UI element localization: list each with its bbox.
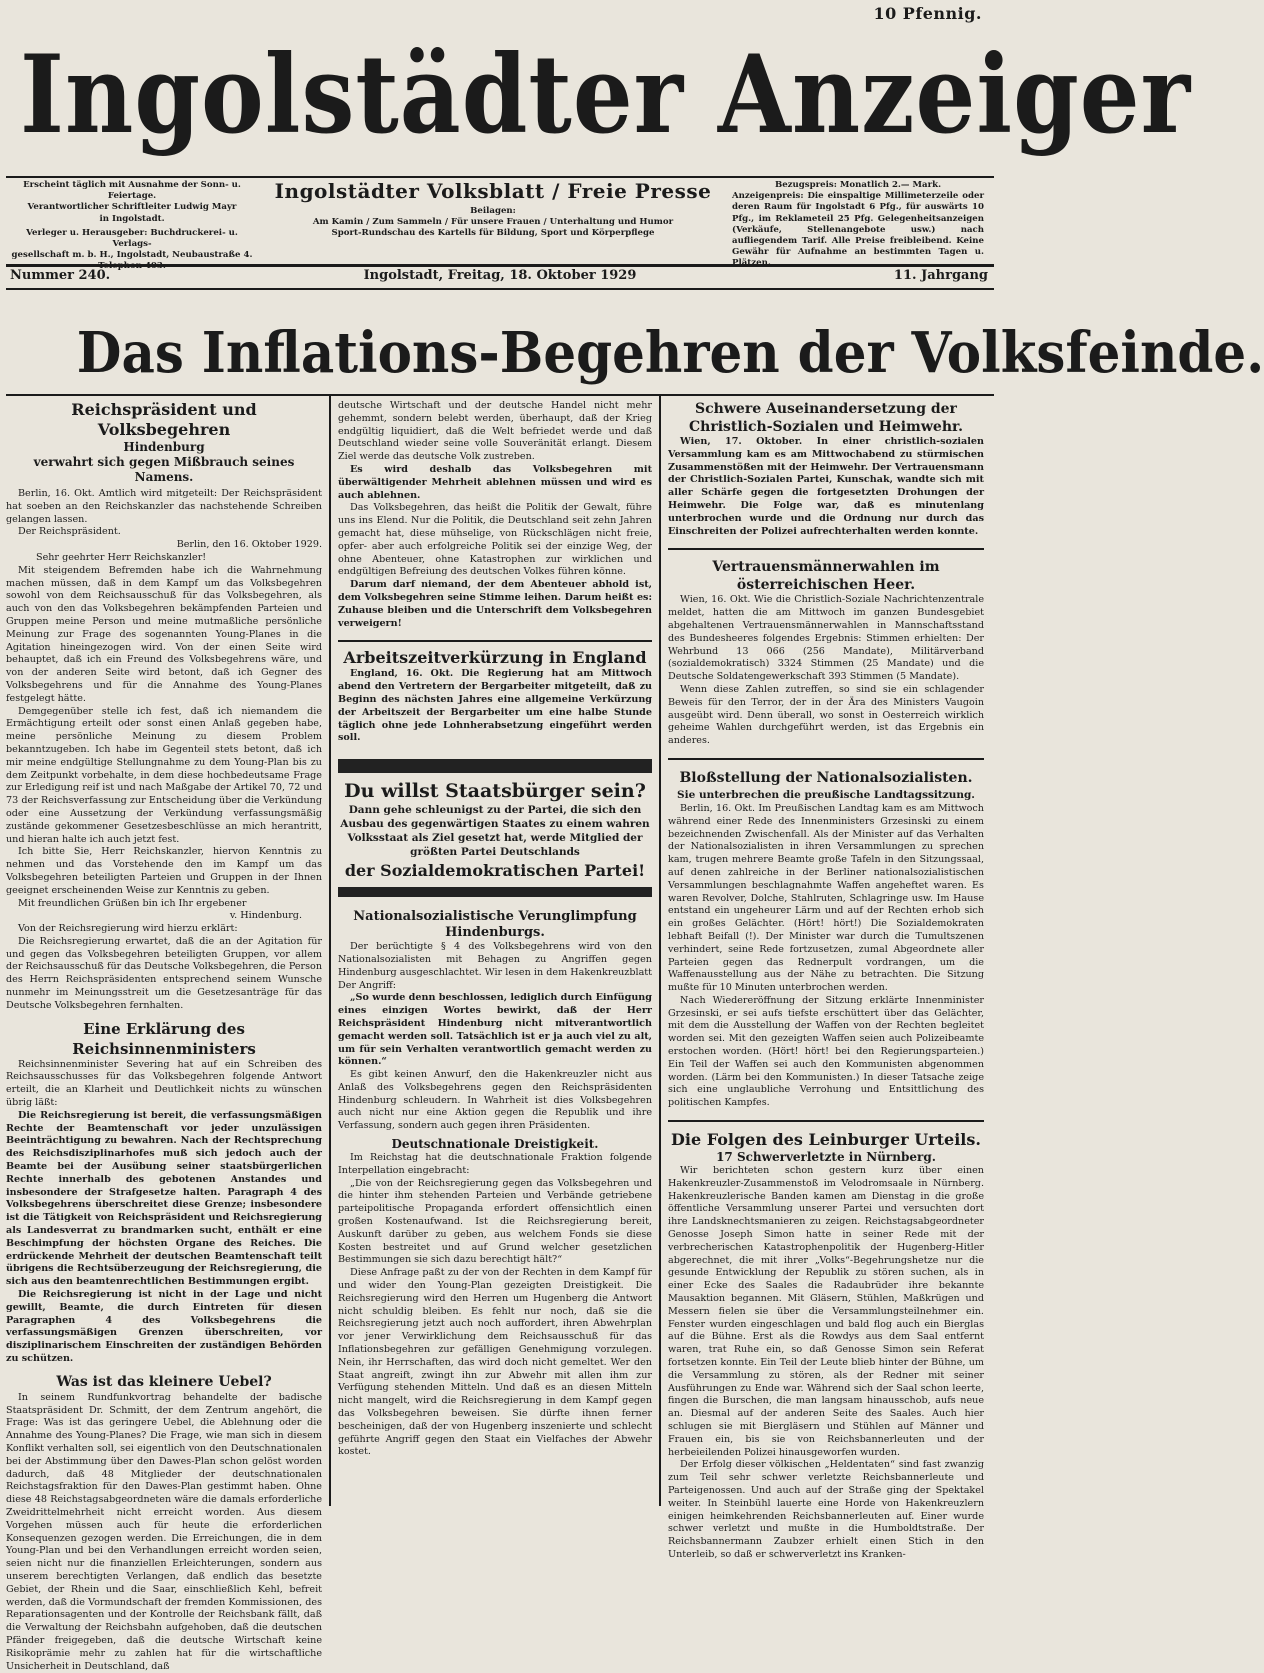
rule: [6, 394, 994, 396]
beilagen-line: Am Kamin / Zum Sammeln / Für unsere Frauen / Unterhaltung und Humor: [312, 217, 674, 228]
letter-salutation: Sehr geehrter Herr Reichskanzler!: [36, 551, 207, 563]
rule: [668, 1120, 984, 1122]
article-heading: Was ist das kleinere Uebel?: [56, 1373, 272, 1390]
paragraph: England, 16. Okt. Die Regierung hat am Mittwoch abend den Vertretern der Bergarbeiter mitgeteilt, daß zu Beginn des nächsten Jahres eine allgemeine Verkürzung der Arbeitszeit der Bergarbeiter um eine halbe Stunde täglich ohne jede Lohnherabsetzung eingeführt werden soll.: [338, 668, 652, 744]
paragraph: Der berüchtigte § 4 des Volksbegehrens wird von den Nationalsozialisten mit Behagen zu Angriffen gegen Hindenburg ausgeschlachtet. Wir lesen in dem Hakenkreuzblatt Der Angriff:: [338, 941, 652, 991]
issue-number: Nummer 240.: [10, 268, 111, 283]
article-body: [6, 1059, 322, 1366]
paragraph: Das Volksbegehren, das heißt die Politik der Gewalt, führe uns ins Elend. Nur die Politik, die Deutschland seit zehn Jahren gemacht hat, diese mühselige, von Rückschlägen nicht freie, opfer- aber auch erfolgreiche Politik sei der einzige Weg, der ohne Abenteuer, ohne Katastrophen zur wirklichen und endgültigen Befreiung des deutschen Volkes führen könne.: [338, 502, 652, 578]
paragraph: Wien, 17. Oktober. In einer christlich-sozialen Versammlung kam es am Mittwochabend zu stürmischen Zusammenstößen mit der Heimwehr. Der Vertrauensmann der Christlich-Sozialen Partei, Kunschak, wandte sich mit aller Schärfe gegen die fortgesetzten Drohungen der Heimwehr. Die Folge war, daß es minutenlang unterbrochen wurde und die Ordnung nur durch das Einschreiten der Polizei aufrechterhalten werden konnte.: [668, 436, 984, 537]
paragraph: Der Erfolg dieser völkischen „Heldentaten“ sind fast zwanzig zum Teil sehr schwer verletzte Reichsbannerleute und Parteigenossen. Und auch auf der Straße ging der Spektakel weiter. In Steinbühl lauerte eine Horde von Hakenkreuzlern einigen heimkehrenden Reichsbannerleuten auf. Einer wurde schwer verletzt und mußte in die Humboldtstraße. Der Reichsbannermann Zaubzer erhielt einen Stich in den Unterleib, so daß er schwerverletzt ins Kranken-: [668, 1459, 984, 1560]
paragraph: Berlin, 16. Okt. Im Preußischen Landtag kam es am Mittwoch während einer Rede des Innenministers Grzesinski zu einem bezeichnenden Zwischenfall. Als der Minister auf das Verhalten der Nationalsozialisten in ihren Versammlungen zu sprechen kam, trugen mehrere Beamte große Tafeln in den Sitzungssaal, auf denen zahlreiche in der Berliner nationalsozialistischen Versammlungen beschlagnahmte Waffen angeheftet waren. Es waren Revolver, Dolche, Stahlruten, Schlagringe usw. Im Hause entstand ein ungeheurer Lärm und auf der Rechten erhob sich ein großes Gelächter. (Hört! hört!) Die Sozialdemokraten lebhaft Beifall (!). Der Minister war durch die Tumultszenen verhindert, seine Rede fortzusetzen, zumal Abgeordnete aller Parteien gegen das Rednerpult vordrangen, um die Waffenausstellung aus der Nähe zu betrachten. Die Sitzung mußte für 10 Minuten unterbrochen werden.: [668, 802, 984, 994]
beilagen-label: Beilagen:: [470, 206, 516, 216]
paragraph: „So wurde denn beschlossen, lediglich durch Einfügung eines einzigen Wortes bewirkt, daß der Herr Reichspräsident Hindenburg nicht mitverantwortlich gemacht werden soll. Tatsächlich ist er ja auch viel zu alt, um für sein Verhalten verantwortlich gemacht werden zu können.“: [338, 992, 652, 1068]
info-line: Erscheint täglich mit Ausnahme der Sonn- u. Feiertage.: [23, 180, 241, 202]
rule: [668, 548, 984, 550]
rule: [6, 288, 994, 290]
ad-bar: [338, 759, 652, 773]
column-1: [6, 400, 322, 1672]
article-heading: Nationalsozialistische Verunglimpfung Hindenburgs.: [353, 909, 637, 941]
article-subheading: Hindenburg: [123, 440, 205, 454]
ad-text: Dann gehe schleunigst zu der Partei, die sich den Ausbau des gegenwärtigen Staates zu einem wahren Volksstaat als Ziel gesetzt hat, werde Mitglied der größten Partei Deutschlands: [340, 804, 650, 859]
paragraph: Reichsinnenminister Severing hat auf ein Schreiben des Reichsausschusses für das Volksbegehren folgende Antwort erteilt, die an Klarheit und Deutlichkeit nichts zu wünschen übrig läßt:: [6, 1058, 322, 1109]
article-body: [668, 594, 984, 748]
paragraph: Es gibt keinen Anwurf, den die Hakenkreuzler nicht aus Anlaß des Volksbegehrens gegen den Reichspräsidenten Hindenburg schleudern. In Wahrheit ist dies Volksbegehren auch nicht nur eine Aktion gegen die Republik und ihre Verfassung, sondern auch gegen ihren Präsidenten.: [338, 1069, 652, 1132]
info-line: in Ingolstadt.: [99, 213, 165, 224]
info-line: Anzeigenpreis: Die einspaltige Millimeterzeile oder deren Raum für Ingolstadt 6 Pfg., für auswärts 10 Pfg., im Reklameteil 25 Pfg. Gelegenheitsanzeigen (Verkäufe, Stellenangebote usw.) nach aufliegendem Tarif. Alle Preise freibleibend. Keine Gewähr für Aufnahme an bestimmten Tagen u.: [732, 191, 984, 258]
paragraph: In seinem Rundfunkvortrag behandelte der badische Staatspräsident Dr. Schmitt, der dem Zentrum angehört, die Frage: Was ist das geringere Uebel, die Ablehnung oder die Annahme des Young-Planes? Die Frage, wie man sich in diesem Konflikt verhalten soll, sei eigentlich von den Deutschnationalen bei der Abstimmung über den Dawes-Plan schon gelöst worden dadurch, daß 48 Mitglieder der deutschnationalen Reichstagsfraktion für den Dawes-Plan gestimmt haben. Ohne diese 48 Reichstagsabgeordneten wäre die damals erforderliche Zweidrittelmehrheit nicht erreicht worden. Aus diesem Vorgehen müssen auch für heute die erforderlichen Konsequenzen gezogen werden. Die Erreichungen, die in dem Young-Plan und bei den Verhandlungen erreicht worden seien, seien nicht nur die finanziellen Erleichterungen, sondern aus unserem berechtigten Verlangen, daß endlich das besetzte Gebiet, der Rhein und die Saar, einschließlich Kehl, befreit werden, daß die Vormundschaft der fremden Kommissionen, des Reparationsagenten und der Kontrolle der Reichsbank fällt, daß die Verwaltung der Reichsbahn aufgehoben, daß die deutschen Pfänder freigegeben, daß die deutsche Wirtschaft keine Risikoprämie mehr zu zahlen hat für die wirtschaftliche Unsicherheit in Deutschland, daß: [6, 1391, 322, 1672]
paragraph: Nach Wiedereröffnung der Sitzung erklärte Innenminister Grzesinski, er sei aufs tiefste erschüttert über das Gelächter, mit dem die Ausstellung der Waffen von der Rechten begleitet worden sei. Mit den gezeigten Waffen seien auch Polizeibeamte erstochen worden. (Hört! hört! bei den Regierungsparteien.) Ein Teil der Waffen sei auch den Kommunisten abgenommen worden. (Lärm bei den Kommunisten.) In dieser Tatsache zeige sich eine unglaubliche Verrohung und Entsittlichung des politischen Kampfes.: [668, 994, 984, 1109]
rule: [6, 264, 994, 267]
info-line: Bezugspreis: Monatlich 2.— Mark.: [774, 180, 942, 190]
article-body: [338, 668, 652, 745]
paragraph: deutsche Wirtschaft und der deutsche Handel nicht mehr gehemmt, sondern belebt werden, überhaupt, daß der Krieg endgültig liquidiert, daß die Welt befriedet werde und daß Deutschland wieder seine volle Souveränität erlangt. Diesem Ziel werde das deutsche Volk zustreben.: [338, 400, 652, 463]
column-rule: [329, 396, 331, 1506]
paragraph: Mit steigendem Befremden habe ich die Wahrnehmung machen müssen, daß in dem Kampf um das Volksbegehren sowohl von dem Reichsausschuß für das Volksbegehren, als auch von den das Volksbegehren bekämpfenden Parteien und Gruppen meine Person und meine mutmaßliche persönliche Meinung zur Frage des sogenannten Young-Planes in die Agitation hineingezogen wird. Von der einen Seite wird behauptet, daß ich ein Freund des Volksbegehrens wäre, und von der anderen Seite wird betont, daß ich Gegner des Volksbegehrens und für die Annahme des Young-Planes festgelegt hätte.: [6, 564, 322, 704]
article-body: [6, 488, 322, 1013]
article-heading: Vertrauensmännerwahlen im österreichischen Heer.: [712, 559, 940, 594]
article-body: [338, 400, 652, 630]
article-heading: Eine Erklärung des Reichsinnenministers: [72, 1019, 256, 1058]
paragraph: Demgegenüber stelle ich fest, daß ich niemandem die Ermächtigung erteilt oder sonst einen Anlaß gegeben habe, meine persönliche Meinung zu diesem Problem bekanntzugeben. Ich habe im Gegenteil stets betont, daß ich mir meine endgültige Stellungnahme zu dem Young-Plan bis zu dem Zeitpunkt vorbehalte, in dem diese hochbedeutsame Frage zur Erledigung reif ist und nach Maßgabe der Artikel 70, 72 und 73 der Reichsverfassung zur Entscheidung über die Verkündung oder eine Aussetzung der Verkündung verfassungsmäßig zustände gekommener Gesetzesbeschlüsse an mich herantritt, und hieran halte ich auch jetzt fest.: [6, 705, 322, 845]
column-rule: [659, 396, 661, 1506]
price-info: [732, 180, 984, 270]
beilagen-line: Sport-Rundschau des Kartells für Bildung, Sport und Körperpflege: [331, 228, 655, 239]
ad-bar: [338, 887, 652, 897]
issue-dateline: Ingolstadt, Freitag, 18. Oktober 1929: [363, 268, 637, 283]
rule: [338, 640, 652, 642]
article-heading: Die Folgen des Leinburger Urteils.: [671, 1130, 981, 1150]
price: 10 Pfennig.: [873, 4, 982, 23]
paragraph: Ich bitte Sie, Herr Reichskanzler, hiervon Kenntnis zu nehmen und das Vorstehende den im Kampf um das Volksbegehren beteiligten Parteien und Gruppen in der Ihnen geeignet erscheinenden Weise zur Kenntnis zu geben.: [6, 846, 322, 896]
paragraph: Wenn diese Zahlen zutreffen, so sind sie ein schlagender Beweis für den Terror, der in der Ära des Ministers Vaugoin ausgeübt wird. Denn überall, wo sonst in Oesterreich wirklich geheime Wahlen durchgeführt werden, ist das Ergebnis ein anderes.: [668, 683, 984, 747]
issue-year: 11. Jahrgang: [893, 268, 988, 283]
paragraph: „Die von der Reichsregierung gegen das Volksbegehren und die hinter ihm stehenden Parteien und Verbände getriebene parteipolitische Propaganda erfordert offensichtlich einen großen Kostenaufwand. Ist die Reichsregierung bereit, Auskunft darüber zu geben, aus welchem Fonds sie diese Kosten bestreitet und auf Grund welcher gesetzlichen Bestimmungen sie sich dazu berechtigt hält?“: [338, 1177, 652, 1266]
paragraph: Der Reichspräsident.: [18, 526, 121, 538]
article-body: [668, 1165, 984, 1562]
article-heading: Arbeitszeitverkürzung in England: [343, 648, 647, 668]
article-heading: Bloßstellung der Nationalsozialisten.: [679, 769, 973, 786]
subtitle-block: [268, 176, 718, 240]
signature: v. Hindenburg.: [229, 910, 302, 922]
article-subheading: Sie unterbrechen die preußische Landtagssitzung.: [677, 788, 975, 801]
article-subheading: verwahrt sich gegen Mißbrauch seines Namens.: [33, 455, 295, 484]
paragraph: Im Reichstag hat die deutschnationale Fraktion folgende Interpellation eingebracht:: [338, 1152, 652, 1176]
ad-heading: Du willst Staatsbürger sein?: [344, 780, 646, 803]
paragraph: Die Reichsregierung ist bereit, die verfassungsmäßigen Rechte der Beamtenschaft vor jeder unzulässigen Beeinträchtigung zu bewahren. Nach der Rechtsprechung des Reichsdisziplinarhofes muß sich jedoch auch der Beamte bei der Ausübung seiner staatsbürgerlichen Rechte innerhalb des gebotenen Anstandes und insbesondere der Strafgesetze halten. Paragraph 4 des Volksbegehrens überschreitet diese Grenze; insbesondere ist die Tätigkeit von Reichspräsident und Reichsregierung als Landesverrat zu brandmarken sucht, enthält er eine Beschimpfung der höchsten Organe des Reiches. Die erdrückende Mehrheit der deutschen Beamtenschaft teilt übrigens die Rechtsüberzeugung der Reichsregierung, die sich aus den beamtenrechtlichen Bestimmungen ergibt.: [6, 1109, 322, 1288]
masthead: Ingolstädter Anzeiger: [20, 31, 1192, 159]
article-heading: Reichspräsident und Volksbegehren: [71, 400, 257, 439]
article-subheading: 17 Schwerverletzte in Nürnberg.: [716, 1150, 936, 1165]
paragraph: Mit freundlichen Grüßen bin ich Ihr ergebener: [18, 897, 247, 909]
column-3: [668, 400, 984, 1560]
paragraph: Darum darf niemand, der dem Abenteuer abhold ist, dem Volksbegehren seine Stimme leihen. Darum heißt es: Zuhause bleiben und die Unterschrift dem Volksbegehren verweigern!: [338, 579, 652, 629]
rule: [668, 758, 984, 760]
article-body: [668, 803, 984, 1110]
paragraph: Es wird deshalb das Volksbegehren mit überwältigender Mehrheit ablehnen müssen und wird es auch ablehnen.: [338, 463, 652, 501]
article-body: [6, 1392, 322, 1673]
paragraph: Wien, 16. Okt. Wie die Christlich-Soziale Nachrichtenzentrale meldet, hatten die am Mittwoch im ganzen Bundesgebiet abgehaltenen Vertrauensmännerwahlen in Mannschaftsstand des Bundesheeres folgendes Ergebnis: Stimmen erhielten: Der Wehrbund 13 066 (256 Mandate), Militärverband (sozialdemokratisch) 3324 Stimmen (25 Mandate) und die Deutsche Soldatengewerkschaft 393 Stimmen (5 Mandate).: [668, 594, 984, 683]
main-headline: Das Inflations-Begehren der Volksfeinde.: [76, 320, 1264, 386]
paragraph: Wir berichteten schon gestern kurz über einen Hakenkreuzler-Zusammenstoß im Velodromsaale in Nürnberg. Hakenkreuzlerische Banden kamen am Dienstag in die große öffentliche Versammlung unserer Partei und versuchten dort ihre Landsknechtsmanieren zu zeigen. Reichstagsabgeordneter Genosse Joseph Simon hatte in seiner Rede mit der verbrecherischen Katastrophenpolitik der Hugenberg-Hitler abgerechnet, die mit ihrer „Volks“-Begehrungshetze nur die gesunde Entwicklung der Republik zu stören suchen, als in einer Ecke des Saales die Radaubrüder ihre bekannte Mausaktion begannen. Mit Gläsern, Stühlen, Maßkrügen und Messern fielen sie über die Versammlungsteilnehmer ein. Fenster wurden eingeschlagen und bald flog auch ein Bierglas auf die Bühne. Erst als die Rowdys aus dem Saal entfernt waren, trat Ruhe ein, so daß Genosse Simon sein Referat fortsetzen konnte. Ein Teil der Leute blieb hinter der Bühne, um die Versammlung zu stören, als der Redner mit seiner Ausführungen zu Ende war. Während sich der Saal schon leerte, fingen die Burschen, die man langsam hinausschob, aufs neue an. Diesmal auf der anderen Seite des Saales. Auch hier schlugen sie mit Biergläsern und Stühlen auf Männer und Frauen ein, bis sie von Reichsbannerleuten und der herbeieilenden Polizei hinausgeworfen wurden.: [668, 1165, 984, 1458]
info-line: Verantwortlicher Schriftleiter Ludwig Mayr: [27, 202, 237, 213]
paragraph: Berlin, 16. Okt. Amtlich wird mitgeteilt: Der Reichspräsident hat soeben an den Reichskanzler das nachstehende Schreiben gelangen lassen.: [6, 488, 322, 525]
info-line: gesellschaft m. b. H., Ingolstadt, Neubaustraße 4.: [11, 250, 253, 261]
article-heading: Deutschnationale Dreistigkeit.: [391, 1137, 599, 1152]
article-body: [338, 941, 652, 1133]
paragraph: Die Reichsregierung erwartet, daß die an der Agitation für und gegen das Volksbegehren beteiligten Gruppen, vor allem der Reichsausschuß für das Deutsche Volksbegehren, die Person des Herrn Reichspräsidenten entsprechend seinem Wunsche nunmehr im Meinungsstreit um die Gesetzesanträge für das Deutsche Volksbegehren fernhalten.: [6, 935, 322, 1011]
article-body: [668, 436, 984, 538]
ad-party: der Sozialdemokratischen Partei!: [344, 861, 646, 881]
article-heading: Schwere Auseinandersetzung der Christlich-Sozialen und Heimwehr.: [689, 401, 963, 435]
column-2: [338, 400, 652, 1506]
paragraph: Von der Reichsregierung wird hierzu erklärt:: [18, 923, 238, 935]
letter-date: Berlin, den 16. Oktober 1929.: [176, 539, 322, 551]
paragraph: Die Reichsregierung ist nicht in der Lage und nicht gewillt, Beamte, die durch Eintreten für diesen Paragraphen 4 des Volksbegehrens die verfassungsmäßigen Grenzen überschreiten, vor disziplinarischem Einschreiten der zuständigen Behörden zu schützen.: [6, 1289, 322, 1364]
paragraph: Diese Anfrage paßt zu der von der Rechten in dem Kampf für und wider den Young-Plan gezeigten Dreistigkeit. Die Reichsregierung wird den Herren um Hugenberg die Antwort nicht schuldig bleiben. Es fehlt nur noch, daß sie die Reichsregierung jetzt auch noch auffordert, ihren Abwehrplan vor jener Verwirklichung dem Reichsausschuß für das Inflationsbegehren zur gefälligen Genehmigung vorzulegen. Nein, ihr Herrschaften, das wird doch nicht gemeltet. Wer den Staat angreift, zwingt ihn zur Abwehr mit allen ihm zur Verfügung stehenden Mitteln. Und daß es an diesen Mitteln nicht mangelt, wird die Reichsregierung in dem Kampf gegen das Volksbegehren beweisen. Sie dürfte ihnen ferner bescheinigen, daß der von Hugenberg inszenierte und schlecht geführte Angriff gegen den Staat ein Vielfaches der Abwehr kostet.: [338, 1267, 652, 1458]
publisher-info: [6, 180, 258, 273]
article-body: [338, 1152, 652, 1459]
info-line: Verleger u. Herausgeber: Buchdruckerei- u. Verlags-: [26, 227, 238, 250]
subtitle: Ingolstädter Volksblatt / Freie Presse: [274, 179, 712, 203]
